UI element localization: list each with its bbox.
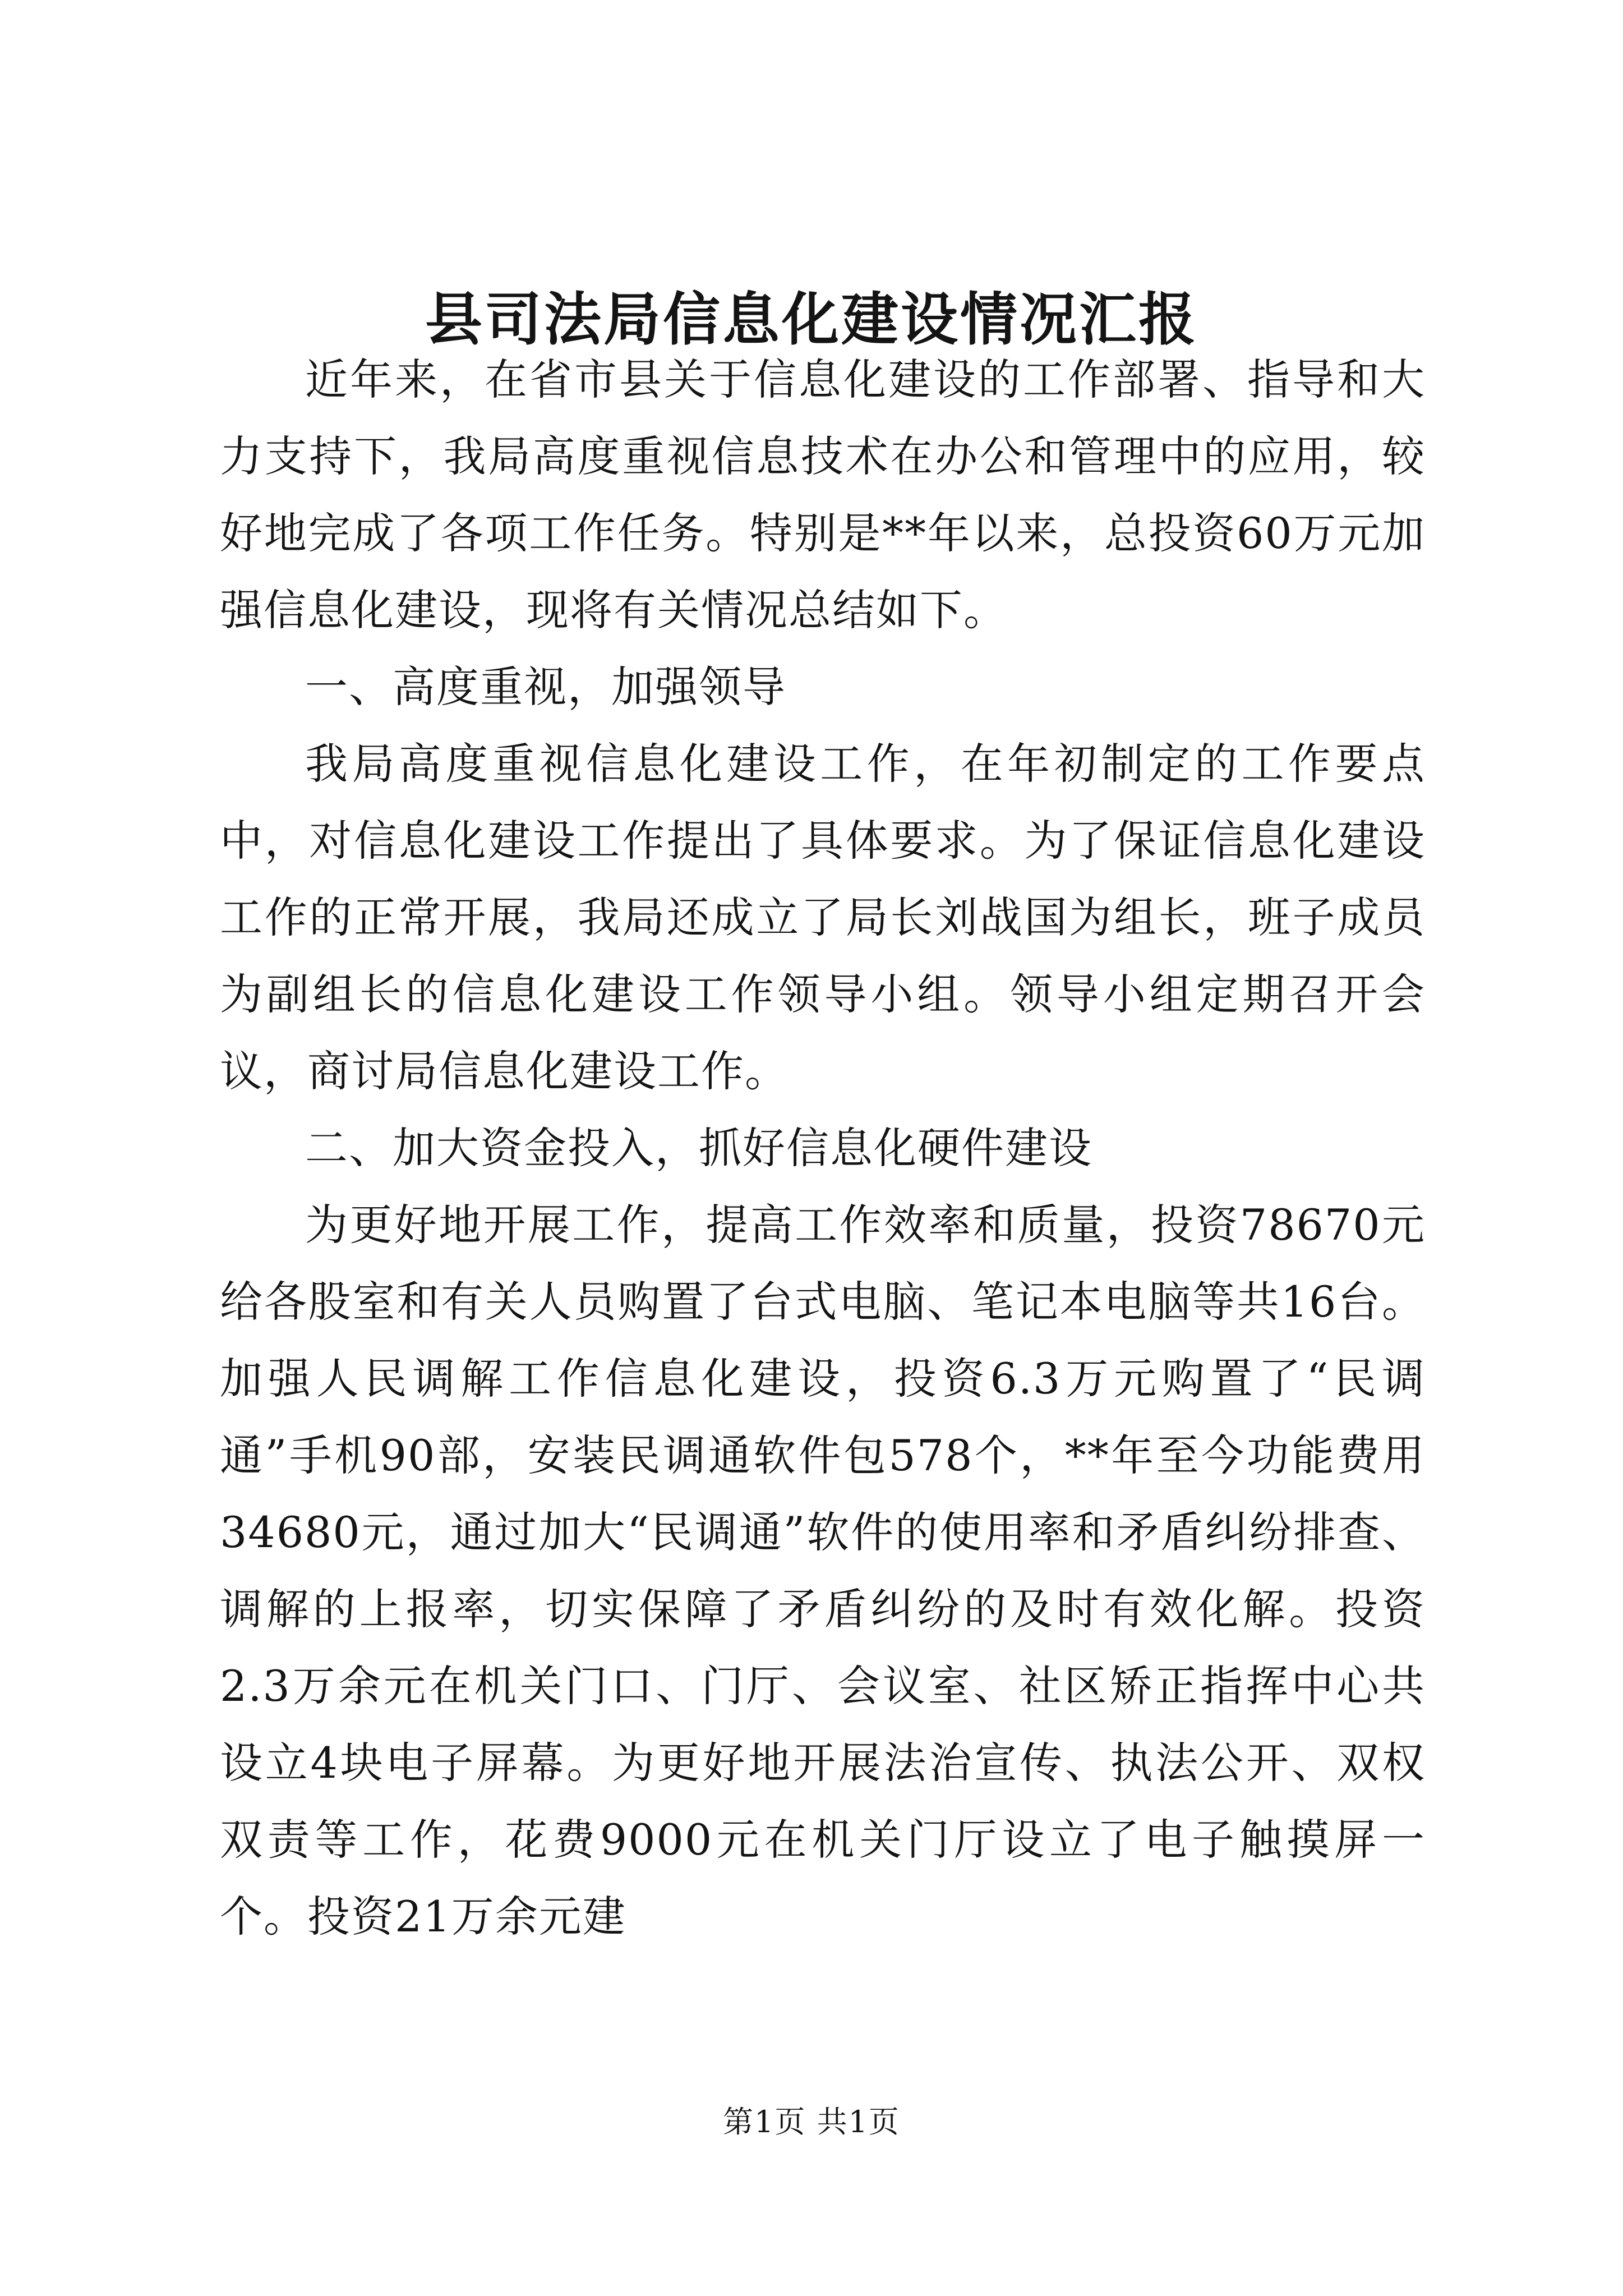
section-heading-2: 二、加大资金投入，抓好信息化硬件建设 [305,1123,1092,1173]
section-1-paragraph: 我局高度重视信息化建设工作，在年初制定的工作要点中，对信息化建设工作提出了具体要求。为了保证信息化建设工作的正常开展，我局还成立了局长刘战国为组长，班子成员为副组长的信息化建设工作领导小组。领导小组定期召开会议，商讨局信息化建设工作。 [220,739,1426,1096]
document-body [220,341,1426,1955]
document-title: 县司法局信息化建设情况汇报 [425,286,1198,353]
section-2-paragraph: 为更好地开展工作，提高工作效率和质量，投资78670元给各股室和有关人员购置了台式电脑、笔记本电脑等共16台。加强人民调解工作信息化建设，投资6.3万元购置了“民调通”手机90部，安装民调通软件包578个，**年至今功能费用34680元，通过加大“民调通”软件的使用率和矛盾纠纷排查、调解的上报率，切实保障了矛盾纠纷的及时有效化解。投资2.3万余元在机关门口、门厅、会议室、社区矫正指挥中心共设立4块电子屏幕。为更好地开展法治宣传、执法公开、双权双责等工作，花费9000元在机关门厅设立了电子触摸屏一个。投资21万余元建 [220,1200,1426,1941]
section-heading-1: 一、高度重视，加强领导 [305,662,786,712]
intro-paragraph: 近年来，在省市县关于信息化建设的工作部署、指导和大力支持下，我局高度重视信息技术在办公和管理中的应用，较好地完成了各项工作任务。特别是**年以来，总投资60万元加强信息化建设，现将有关情况总结如下。 [220,355,1426,635]
page-footer: 第1页 共1页 [723,2104,900,2139]
